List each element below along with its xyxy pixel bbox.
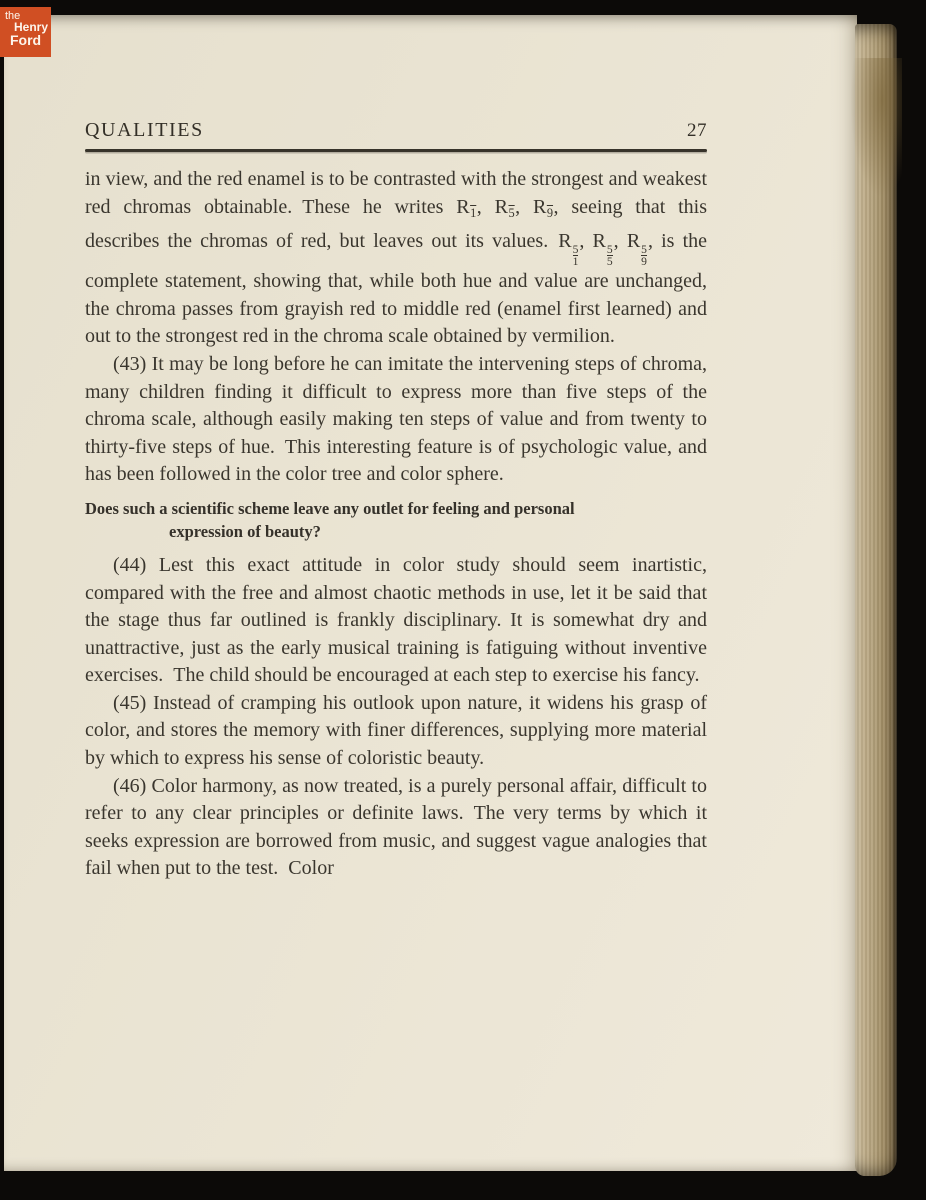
munsell-subscript: 5: [508, 205, 515, 220]
logo-word-the: the: [5, 10, 21, 22]
munsell-fraction: $\frac{5}{1}$: [572, 242, 579, 269]
study-question-line1: Does such a scientific scheme leave any outlet for feeling and personal: [85, 498, 575, 518]
book-fore-edge: [855, 24, 897, 1176]
running-head-title: QUALITIES: [85, 119, 204, 141]
logo-word-henry: Henry: [14, 20, 49, 34]
logo-word-ford: Ford: [10, 32, 42, 48]
munsell-subscript: 9: [546, 205, 554, 220]
body-text: [85, 166, 707, 883]
henry-ford-logo: [0, 7, 51, 57]
book-page: [4, 15, 857, 1171]
munsell-subscript: 1: [470, 205, 477, 220]
page-number: 27: [687, 120, 707, 141]
paragraph-46: (46) Color harmony, as now treated, is a purely personal affair, difficult to refer to any clear principles or definite laws. The very terms by which it seeks expression are borrowed from music, and suggest vague analogies that fail when put to the test. Color: [85, 774, 707, 880]
paragraph-45: (45) Instead of cramping his outlook upon nature, it widens his grasp of color, and stores the memory with finer differences, supplying more material by which to express his sense of coloristic beauty.: [85, 691, 707, 770]
munsell-fraction: $\frac{5}{9}$: [641, 242, 647, 269]
study-question-line2: expression of beauty?: [169, 521, 321, 541]
header-rule: [85, 149, 707, 152]
paragraph-continuation: in view, and the red enamel is to be contrasted with the strongest and weakest red chromas obtainable. These he writes $R_1$, $R_5$, $R_9$, seeing that this describes the chromas of red, but leaves out its values. R $\frac{5}{1}$ , R $\frac{5}{5}$ , R $\frac{5}{9}$ , is the complete statement, showing that, while both hue and value are unchanged, the chroma passes from grayish red to middle red (enamel first learned) and out to the strongest red in the chroma scale obtained by vermilion.: [85, 168, 708, 348]
munsell-fraction: $\frac{5}{5}$: [606, 242, 613, 269]
paragraph-44: (44) Lest this exact attitude in color study should seem inartistic, compared with the free and almost chaotic methods in use, let it be said that the stage thus far outlined is frankly disciplinary. It is somewhat dry and unattractive, just as the early musical training is fatiguing without inventive exercises. The child should be encouraged at each step to exercise his fancy.: [85, 553, 707, 687]
paragraph-43: (43) It may be long before he can imitate the intervening steps of chroma, many children finding it difficult to express more than five steps of the chroma scale, although easily making ten steps of value and from twenty to thirty-five steps of hue. This interesting feature is of psychologic value, and has been followed in the color tree and color sphere.: [85, 352, 707, 486]
running-head: [85, 119, 707, 142]
page-content: [4, 15, 857, 883]
study-question: [85, 497, 707, 543]
